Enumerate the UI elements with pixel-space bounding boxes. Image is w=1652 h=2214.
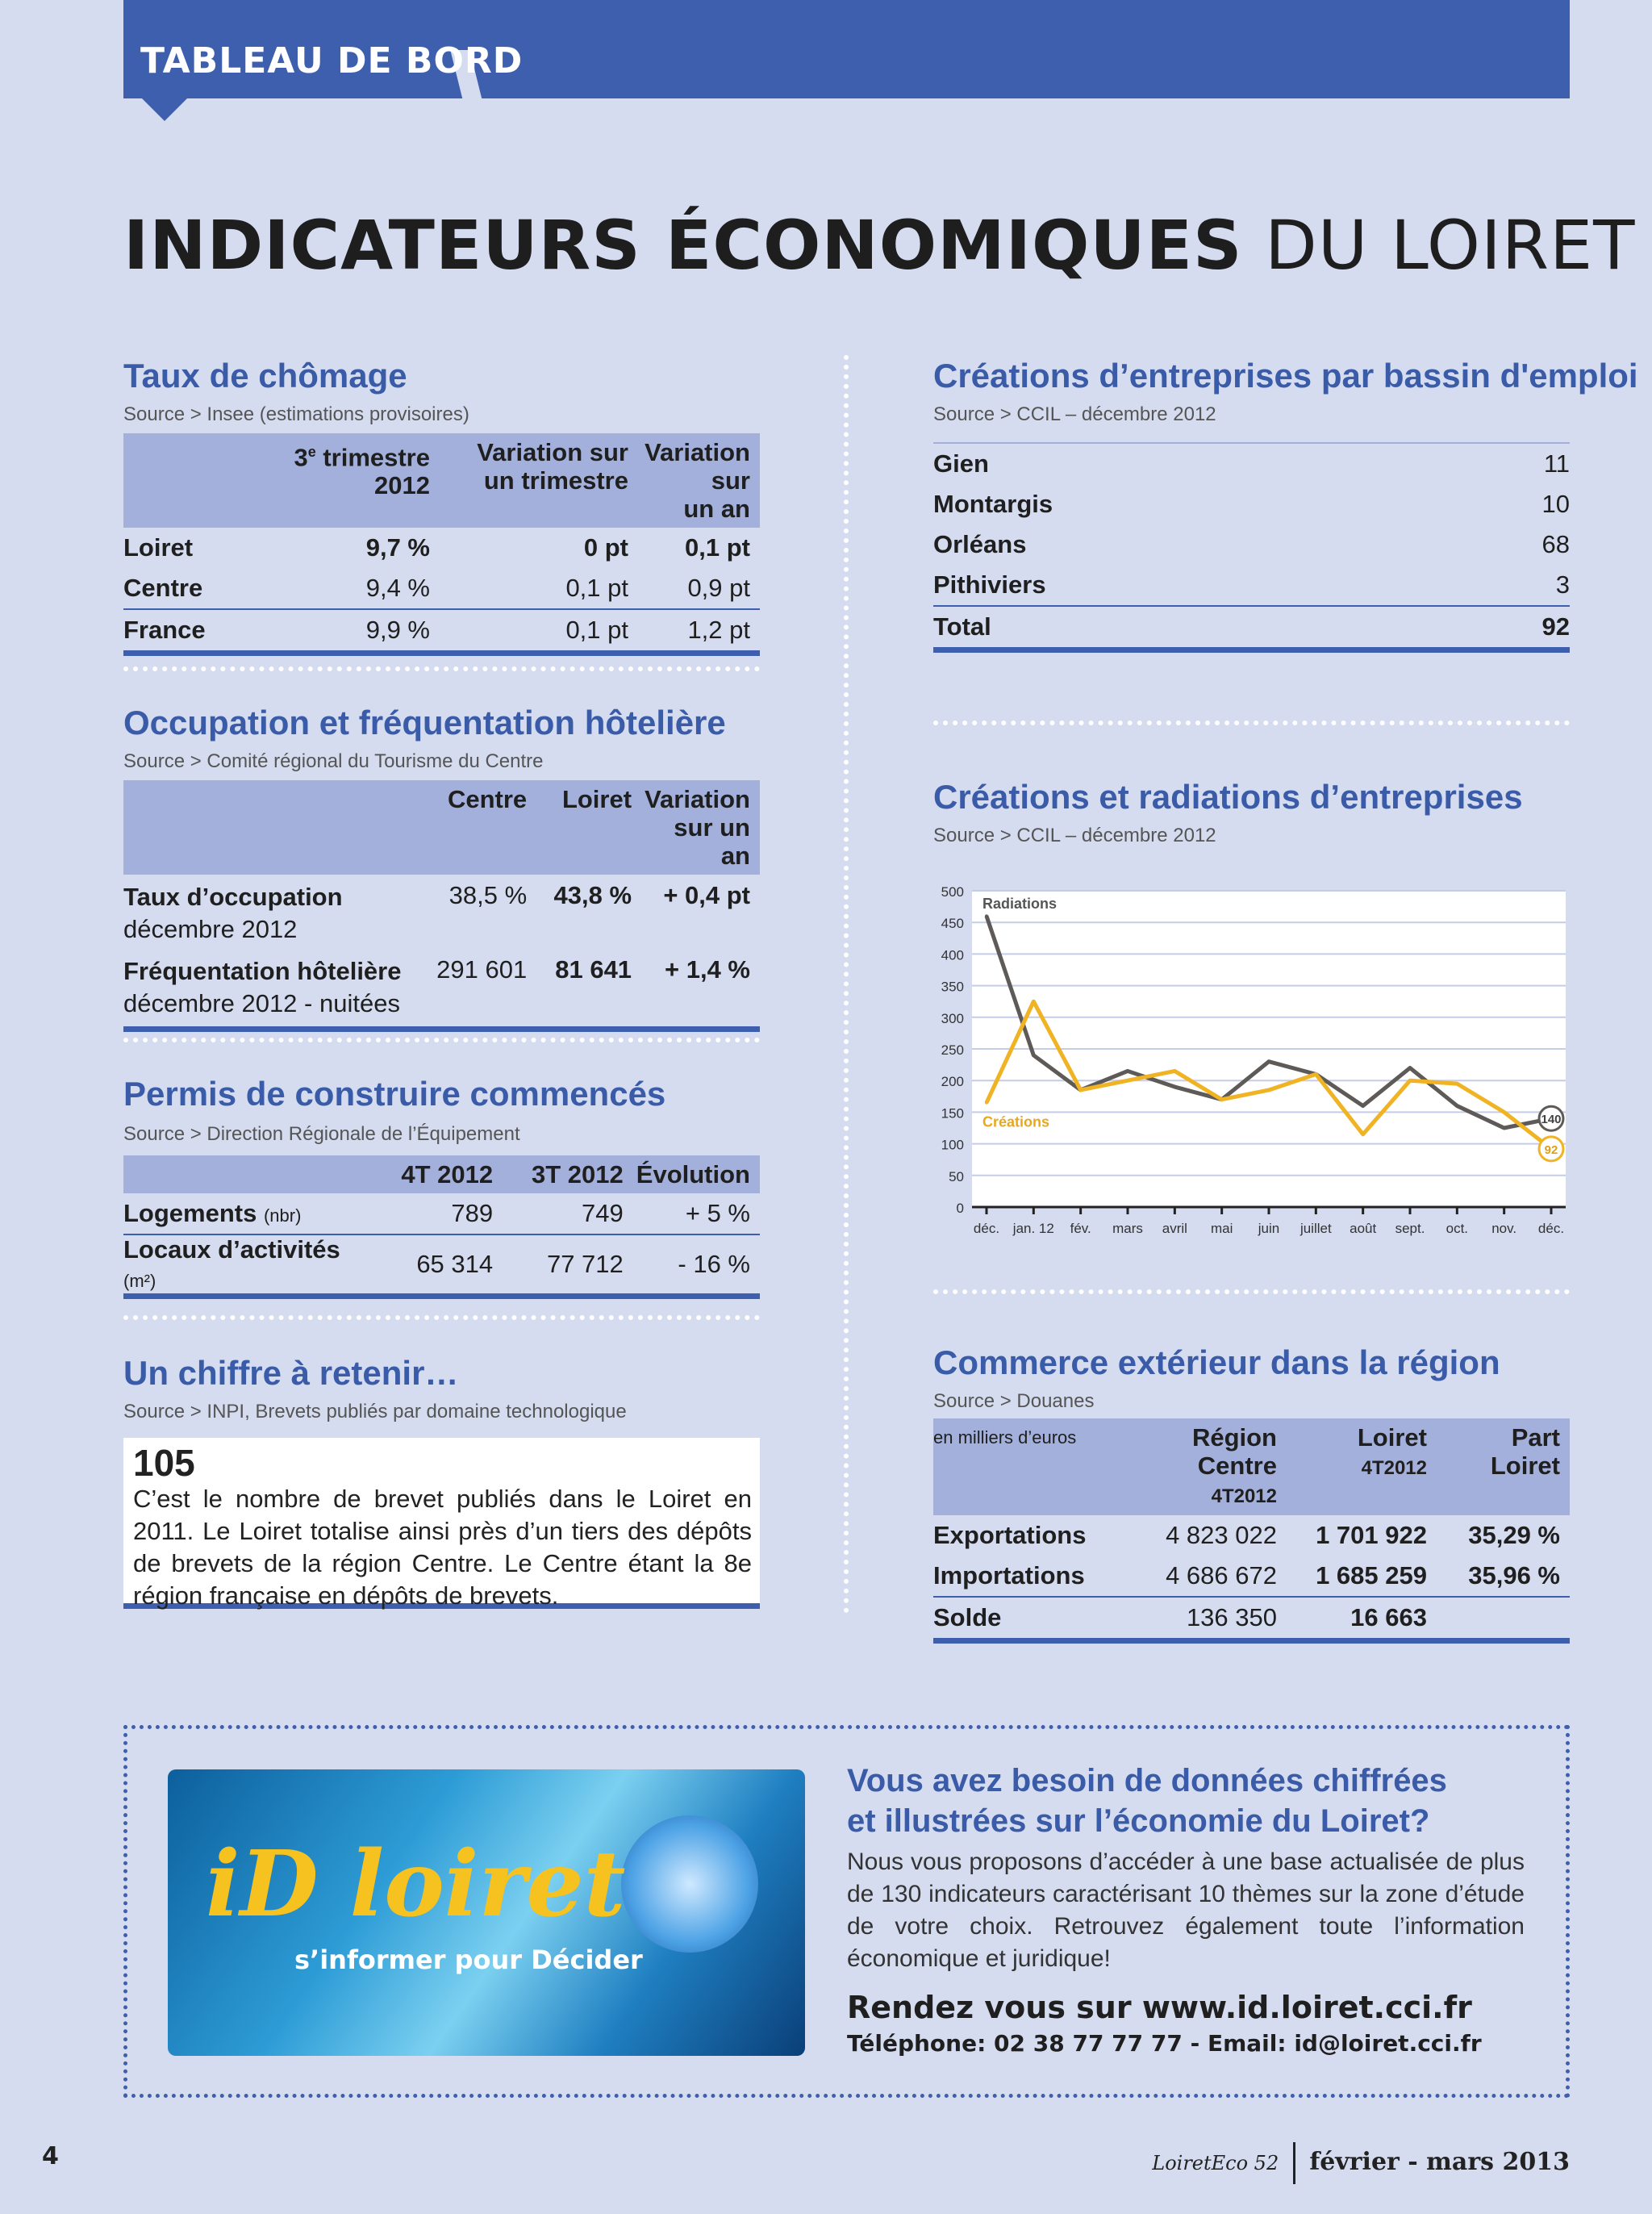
ad-title-line-2: et illustrées sur l’économie du Loiret? bbox=[847, 1803, 1430, 1839]
data-point bbox=[1314, 1072, 1317, 1076]
ad-content bbox=[847, 1761, 1525, 2057]
data-point bbox=[1408, 1067, 1412, 1070]
data-point bbox=[1267, 1088, 1270, 1092]
section-divider bbox=[123, 1038, 760, 1042]
footer-magazine: LoiretEco 52 février - mars 2013 bbox=[1152, 2142, 1570, 2184]
logo-subtitle: s’informer pour Décider bbox=[294, 1945, 643, 1975]
map-globe-icon bbox=[621, 1815, 758, 1953]
data-point bbox=[1126, 1069, 1129, 1072]
data-point bbox=[1455, 1105, 1458, 1108]
legend-creations: Créations bbox=[982, 1113, 1050, 1130]
table-row: Pithiviers 3 bbox=[933, 565, 1570, 606]
hotel-header-loiret: Loiret bbox=[536, 780, 641, 875]
section-divider bbox=[123, 666, 760, 671]
footer-divider bbox=[1293, 2142, 1295, 2184]
line-chart bbox=[920, 879, 1581, 1243]
section-divider bbox=[933, 1289, 1570, 1294]
creations-source: Source > CCIL – décembre 2012 bbox=[933, 403, 1216, 425]
data-point bbox=[1362, 1105, 1365, 1108]
x-tick-label: déc. bbox=[1537, 1221, 1565, 1236]
x-tick-label: sept. bbox=[1395, 1221, 1425, 1236]
data-point bbox=[1032, 1054, 1035, 1057]
legend-radiations: Radiations bbox=[982, 896, 1058, 912]
chiffre-text: C’est le nombre de brevet publiés dans le Loiret en 2011. Le Loiret totalise ainsi près d’un tiers des dépôts de brevets de la région Centre. Le Centre étant la 8e région française en dépôts de brevets. bbox=[133, 1485, 752, 1610]
y-tick-label: 500 bbox=[941, 884, 964, 900]
x-tick-label: fév. bbox=[1070, 1221, 1091, 1236]
ad-contact: Téléphone: 02 38 77 77 77 - Email: id@loiret.cci.fr bbox=[847, 2030, 1482, 2057]
end-value-label: 92 bbox=[1544, 1143, 1558, 1157]
radiations-title: Créations et radiations d’entreprises bbox=[933, 778, 1523, 816]
data-point bbox=[985, 914, 988, 917]
table-row: Exportations 4 823 022 1 701 922 35,29 % bbox=[933, 1521, 1560, 1549]
y-tick-label: 400 bbox=[941, 947, 964, 963]
y-tick-label: 450 bbox=[941, 916, 964, 932]
x-tick-label: mai bbox=[1210, 1221, 1233, 1236]
permis-table bbox=[123, 1155, 760, 1299]
permis-title: Permis de construire commencés bbox=[123, 1075, 666, 1113]
table-bottom-rule bbox=[123, 1026, 760, 1032]
y-tick-label: 100 bbox=[941, 1137, 964, 1153]
banner-pointer bbox=[142, 98, 187, 121]
chomage-table bbox=[123, 433, 760, 656]
permis-header-4t: 4T 2012 bbox=[373, 1155, 503, 1193]
table-bottom-rule bbox=[123, 1293, 760, 1299]
y-tick-label: 300 bbox=[941, 1010, 964, 1026]
table-row-total: Total 92 bbox=[933, 612, 1570, 641]
table-row: France 9,9 % 0,1 pt 1,2 pt bbox=[123, 616, 750, 644]
chomage-header-3: Variation sur un an bbox=[638, 433, 760, 528]
data-point bbox=[1267, 1060, 1270, 1063]
table-row: Loiret 9,7 % 0 pt 0,1 pt bbox=[123, 533, 750, 562]
chomage-header-1: 3e trimestre 2012 bbox=[282, 433, 440, 528]
chomage-header-2: Variation sur un trimestre bbox=[440, 433, 638, 528]
data-point bbox=[1173, 1069, 1176, 1072]
chiffre-source: Source > INPI, Brevets publiés par domaine technologique bbox=[123, 1401, 627, 1422]
y-tick-label: 150 bbox=[941, 1105, 964, 1122]
hotel-table bbox=[123, 780, 760, 1032]
table-bottom-rule bbox=[933, 647, 1570, 653]
table-row: Orléans 68 bbox=[933, 530, 1570, 558]
data-point bbox=[1079, 1088, 1083, 1092]
commerce-title: Commerce extérieur dans la région bbox=[933, 1343, 1500, 1381]
section-divider bbox=[933, 721, 1570, 725]
data-point bbox=[1032, 1000, 1035, 1003]
chomage-title: Taux de chômage bbox=[123, 357, 407, 395]
ad-title-line-1: Vous avez besoin de données chiffrées bbox=[847, 1763, 1447, 1798]
chiffre-title: Un chiffre à retenir… bbox=[123, 1354, 459, 1392]
x-tick-label: juin bbox=[1258, 1221, 1280, 1236]
data-point bbox=[1173, 1085, 1176, 1088]
commerce-header-part: Part Loiret bbox=[1437, 1418, 1570, 1515]
x-tick-label: nov. bbox=[1491, 1221, 1517, 1236]
table-row: Logements (nbr) 789 749 + 5 % bbox=[123, 1193, 760, 1234]
data-point bbox=[1503, 1126, 1506, 1130]
end-value-label: 140 bbox=[1541, 1113, 1562, 1127]
commerce-table bbox=[933, 1418, 1570, 1644]
hotel-source: Source > Comité régional du Tourisme du Centre bbox=[123, 750, 544, 772]
y-tick-label: 250 bbox=[941, 1042, 964, 1058]
data-point bbox=[985, 1101, 988, 1105]
chomage-source: Source > Insee (estimations provisoires) bbox=[123, 403, 469, 425]
data-point bbox=[1362, 1133, 1365, 1136]
table-row: Gien 11 bbox=[933, 449, 1570, 478]
chiffre-box bbox=[123, 1438, 760, 1609]
chiffre-number: 105 bbox=[133, 1442, 195, 1484]
table-row: Solde 136 350 16 663 bbox=[933, 1603, 1427, 1631]
y-tick-label: 350 bbox=[941, 979, 964, 995]
hotel-header-centre: Centre bbox=[430, 780, 536, 875]
x-tick-label: oct. bbox=[1446, 1221, 1469, 1236]
logo-text: iD loiret bbox=[206, 1832, 626, 1937]
page-number: 4 bbox=[42, 2142, 59, 2170]
table-bottom-rule bbox=[933, 1638, 1570, 1644]
x-tick-label: jan. 12 bbox=[1012, 1221, 1054, 1236]
creations-title: Créations d’entreprises par bassin d'emploi bbox=[933, 357, 1638, 395]
ad-body: Nous vous proposons d’accéder à une base actualisée de plus de 130 indicateurs caractérisant 10 thèmes sur la zone d’étude de votre choix. Retrouvez également toute l’information économique et juridique! bbox=[847, 1848, 1525, 1972]
table-row: Locaux d’activités (m²) 65 314 77 712 - 16 % bbox=[123, 1235, 750, 1291]
permis-header-evolution: Évolution bbox=[633, 1155, 760, 1193]
commerce-header-centre: Région Centre 4T2012 bbox=[1120, 1418, 1287, 1515]
y-tick-label: 200 bbox=[941, 1074, 964, 1090]
data-point bbox=[1220, 1098, 1224, 1101]
table-row: Montargis 10 bbox=[933, 490, 1570, 518]
table-bottom-rule bbox=[123, 650, 760, 656]
x-tick-label: mars bbox=[1112, 1221, 1143, 1236]
column-divider bbox=[844, 355, 849, 1614]
table-row: Centre 9,4 % 0,1 pt 0,9 pt bbox=[123, 568, 760, 609]
ad-url-link[interactable]: Rendez vous sur www.id.loiret.cci.fr bbox=[847, 1990, 1472, 2025]
data-point bbox=[1503, 1110, 1506, 1113]
data-point bbox=[1126, 1079, 1129, 1082]
y-tick-label: 50 bbox=[949, 1168, 964, 1184]
x-tick-label: déc. bbox=[973, 1221, 1000, 1236]
commerce-source: Source > Douanes bbox=[933, 1390, 1095, 1412]
x-tick-label: août bbox=[1350, 1221, 1377, 1236]
data-point bbox=[1408, 1079, 1412, 1082]
commerce-header-loiret: Loiret 4T2012 bbox=[1287, 1418, 1437, 1515]
table-row: Fréquentation hôtelière décembre 2012 - nuitées 291 601 81 641 + 1,4 % bbox=[123, 955, 750, 1017]
section-divider bbox=[123, 1315, 760, 1320]
banner-label: TABLEAU DE BORD bbox=[140, 40, 524, 81]
table-row: Importations 4 686 672 1 685 259 35,96 % bbox=[933, 1556, 1570, 1597]
permis-header-3t: 3T 2012 bbox=[503, 1155, 633, 1193]
hotel-title: Occupation et fréquentation hôtelière bbox=[123, 704, 726, 741]
page-title: INDICATEURS ÉCONOMIQUES DU LOIRET bbox=[123, 206, 1636, 285]
data-point bbox=[1455, 1082, 1458, 1085]
x-tick-label: avril bbox=[1162, 1221, 1187, 1236]
radiations-source: Source > CCIL – décembre 2012 bbox=[933, 825, 1216, 846]
hotel-header-variation: Variation sur un an bbox=[641, 780, 760, 875]
table-row: Taux d’occupation décembre 2012 38,5 % 43,8 % + 0,4 pt bbox=[123, 881, 750, 943]
x-tick-label: juillet bbox=[1299, 1221, 1332, 1236]
creations-table bbox=[933, 442, 1570, 653]
permis-source: Source > Direction Régionale de l’Équipement bbox=[123, 1123, 520, 1145]
y-tick-label: 0 bbox=[956, 1201, 964, 1216]
commerce-unit: en milliers d’euros bbox=[933, 1418, 1120, 1515]
